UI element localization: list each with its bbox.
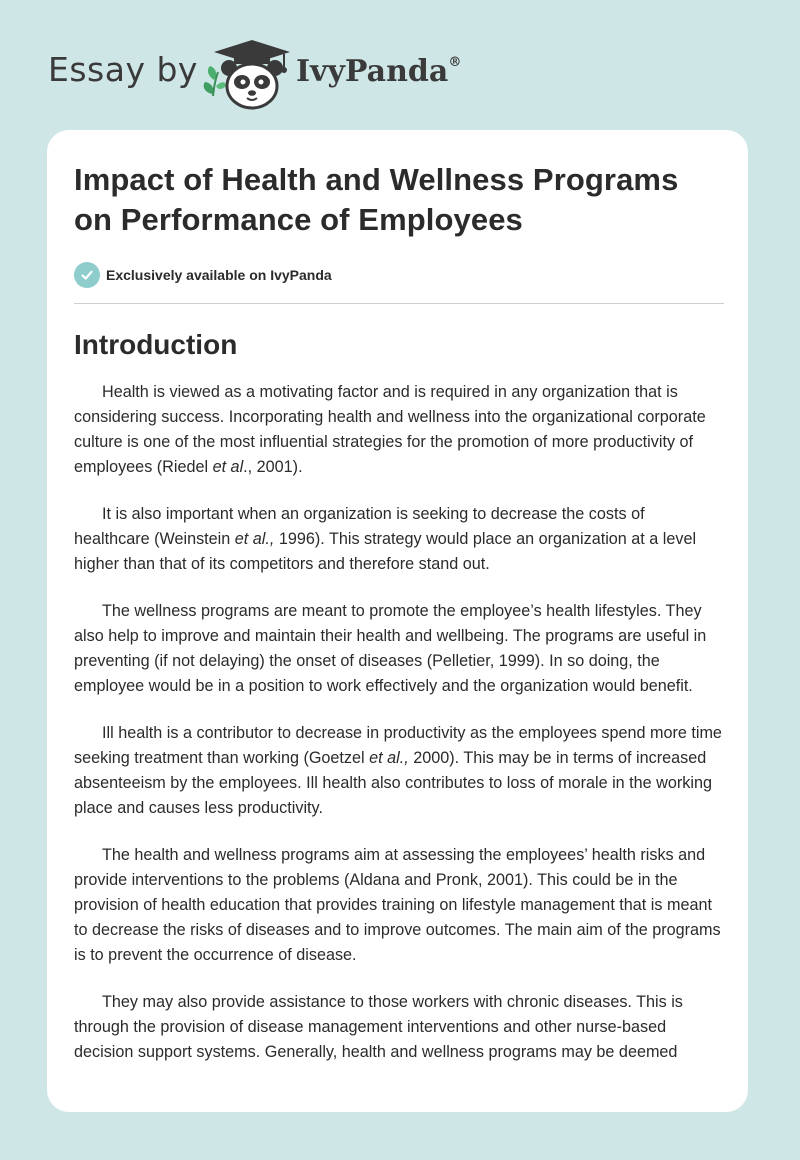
paragraph-text: 2000). This may be in terms of increased absenteeism by the employees. Ill health also contributes to loss of morale in the working place and causes less productivity.	[74, 749, 712, 817]
paragraph-text: It is also important when an organization is seeking to decrease the costs of healthcare (Weinstein	[74, 505, 645, 548]
divider	[74, 303, 724, 304]
paragraph-2	[74, 502, 724, 577]
check-icon	[74, 262, 100, 288]
paragraph-1	[74, 380, 724, 480]
panda-graduate-icon[interactable]	[200, 36, 292, 110]
site-header	[0, 0, 800, 130]
brand-name: IvyPanda	[296, 54, 449, 89]
article-card	[47, 130, 748, 1112]
paragraph-text: ., 2001).	[243, 458, 303, 476]
citation-italic: et al	[212, 458, 244, 476]
section-heading: Introduction	[74, 329, 238, 360]
citation-italic: et al.,	[234, 530, 275, 548]
registered-mark: ®	[448, 55, 462, 70]
paragraph-text: They may also provide assistance to those workers with chronic diseases. This is through the provision of disease management interventions and other nurse-based decision support systems. Generally, health and wellness programs may be deemed	[74, 993, 683, 1061]
paragraph-text: Ill health is a contributor to decrease in productivity as the employees spend more time seeking treatment than working (Goetzel	[74, 724, 722, 767]
paragraph-text: Health is viewed as a motivating factor and is required in any organization that is considering success. Incorporating health and wellness into the organizational corporate culture is one of the most influential strategies for the promotion of more productivity of employees (Riedel	[74, 383, 706, 476]
exclusive-badge	[74, 261, 724, 289]
paragraph-text: 1996). This strategy would place an organization at a level higher than that of its competitors and therefore stand out.	[74, 530, 697, 573]
paragraph-5	[74, 843, 724, 968]
article-content	[74, 160, 724, 1065]
paragraph-text: The wellness programs are meant to promote the employee’s health lifestyles. They also help to improve and maintain their health and wellbeing. The programs are useful in preventing (if not delaying) the onset of diseases (Pelletier, 1999). In so doing, the employee would be in a position to work effectively and the organization would benefit.	[74, 602, 707, 695]
citation-italic: et al.,	[369, 749, 409, 767]
exclusive-badge-text: Exclusively available on IvyPanda	[106, 267, 332, 283]
article-title: Impact of Health and Wellness Programs on Performance of Employees	[74, 162, 679, 237]
paragraph-3	[74, 599, 724, 699]
paragraph-6	[74, 990, 724, 1065]
paragraph-text: The health and wellness programs aim at assessing the employees’ health risks and provide interventions to the problems (Aldana and Pronk, 2001). This could be in the provision of health education that provides training on lifestyle management that is meant to decrease the risks of diseases and to improve outcomes. The main aim of the programs is to prevent the occurrence of disease.	[74, 846, 721, 964]
essay-by-label: Essay by	[48, 50, 198, 89]
paragraph-4	[74, 721, 724, 821]
brand-logo-text[interactable]	[296, 54, 461, 89]
